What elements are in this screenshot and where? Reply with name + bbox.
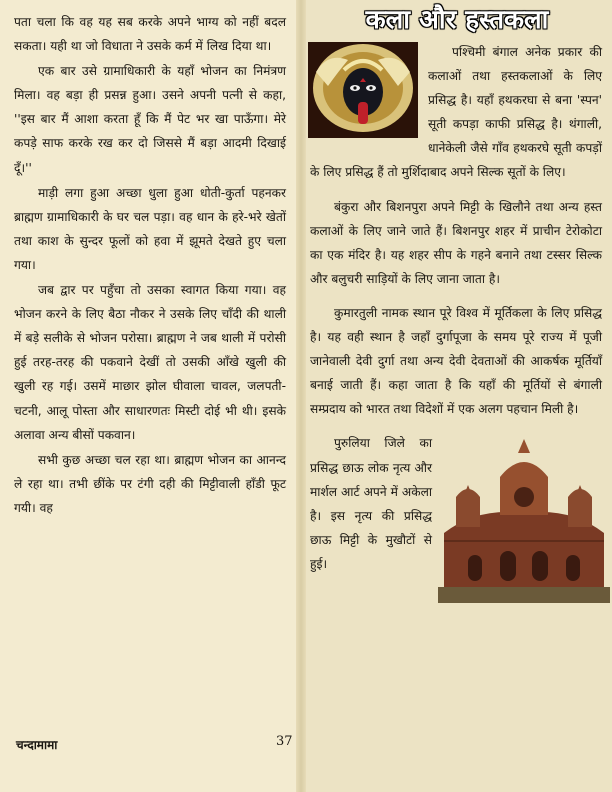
story-paragraph-4: जब द्वार पर पहुँचा तो उसका स्वागत किया गया। वह भोजन करने के लिए बैठा नौकर ने उसके लिए चाँदी की थाली में बड़े सलीके से भोजन परोसा। ब्राह्मण ने जब थाली में परोसी हुई तरह-तरह की पकवाने देखीं तो उसकी आँखे खुली की खुली रह गई। उसमें माछार झोल घीवाला चावल, जलपती-चटनी, आलू पोस्ता और साधारणतः मिस्टी दोई भी थी। इसके अलावा अन्य बीसों पकवान। — [14, 283, 286, 442]
book-gutter — [296, 0, 306, 792]
article-paragraph-3: कुमारतुली नामक स्थान पूरे विश्व में मूर्तिकला के लिए प्रसिद्ध है। यह वही स्थान है जहाँ दुर्गापूजा के समय पूरे राज्य में पूजी जानेवाली देवी दुर्गा तथा अन्य देवी देवताओं की आकर्षक मूर्तियाँ बनाई जाती हैं। कहा जाता है कि यहाँ की मूर्तियों से बंगाली सम्प्रदाय को भारत तथा विदेशों में एक अलग पहचान मिली है। — [310, 305, 602, 417]
magazine-name: चन्दामामा — [16, 738, 58, 752]
story-paragraph-1: पता चला कि वह यह सब करके अपने भाग्य को नहीं बदल सकता। यही था जो विधाता ने उसके कर्म में लिख दिया था। — [14, 15, 286, 54]
story-column — [14, 10, 286, 520]
article-paragraph-4: पुरुलिया जिले का प्रसिद्ध छाऊ लोक नृत्य और मार्शल आर्ट अपने में अकेला है। इस नृत्य की प्रसिद्ध छाऊ मिट्टी के मुखौटों से हुई। — [310, 431, 602, 576]
story-paragraph-3: माड़ी लगा हुआ अच्छा धुला हुआ धोती-कुर्ता पहनकर ब्राह्मण ग्रामाधिकारी के घर चल पड़ा। वह धान के हरे-भरे खेतों तथा काश के सुन्दर फूलों को हवा में झूमते देखते हुए चला गया। — [14, 185, 286, 272]
story-paragraph-2: एक बार उसे ग्रामाधिकारी के यहाँ भोजन का निमंत्रण मिला। वह बड़ा ही प्रसन्न हुआ। उसने अपनी पत्नी से कहा, ''इस बार मैं आशा करता हूँ कि मैं पेट भर खा पाऊँगा। मेरे कपड़े साफ करके रख कर दो जिससे मैं बड़ा आदमी दिखाई दूँ।'' — [14, 64, 286, 175]
durga-idol-image — [308, 42, 418, 138]
article-paragraph-1: पश्चिमी बंगाल अनेक प्रकार की कलाओं तथा हस्तकलाओं के लिए प्रसिद्ध है। यहाँ हथकरघा से बना 'स्पन' सूती कपड़ा काफी प्रसिद्ध है। थंगाली, धानेकेली जैसे गाँव हथकरघे सूती कपड़ों के लिए प्रसिद्ध हैं तो मुर्शिदाबाद अपने सिल्क सूतों के लिए। — [310, 40, 602, 185]
page-number: 37 — [276, 734, 293, 749]
terracotta-temple-image — [438, 437, 610, 603]
article-column — [310, 40, 602, 603]
story-paragraph-5: सभी कुछ अच्छा चल रहा था। ब्राह्मण भोजन का आनन्द ले रहा था। तभी छींके पर टंगी दही की मिट्टीवाली हाँडी फूट गयी। वह — [14, 452, 286, 515]
article-title: कला और हस्तकला — [365, 5, 549, 35]
article-paragraph-2: बंकुरा और बिशनपुरा अपने मिट्टी के खिलौने तथा अन्य हस्त कलाओं के लिए जाने जाते हैं। बिशनपुर शहर में प्राचीन टेरोकोटा का एक मंदिर है। यह शहर सीप के गहने बनाने तथा टस्सर सिल्क और बलुचरी साड़ियों के लिए जाना जाता है। — [310, 199, 602, 286]
